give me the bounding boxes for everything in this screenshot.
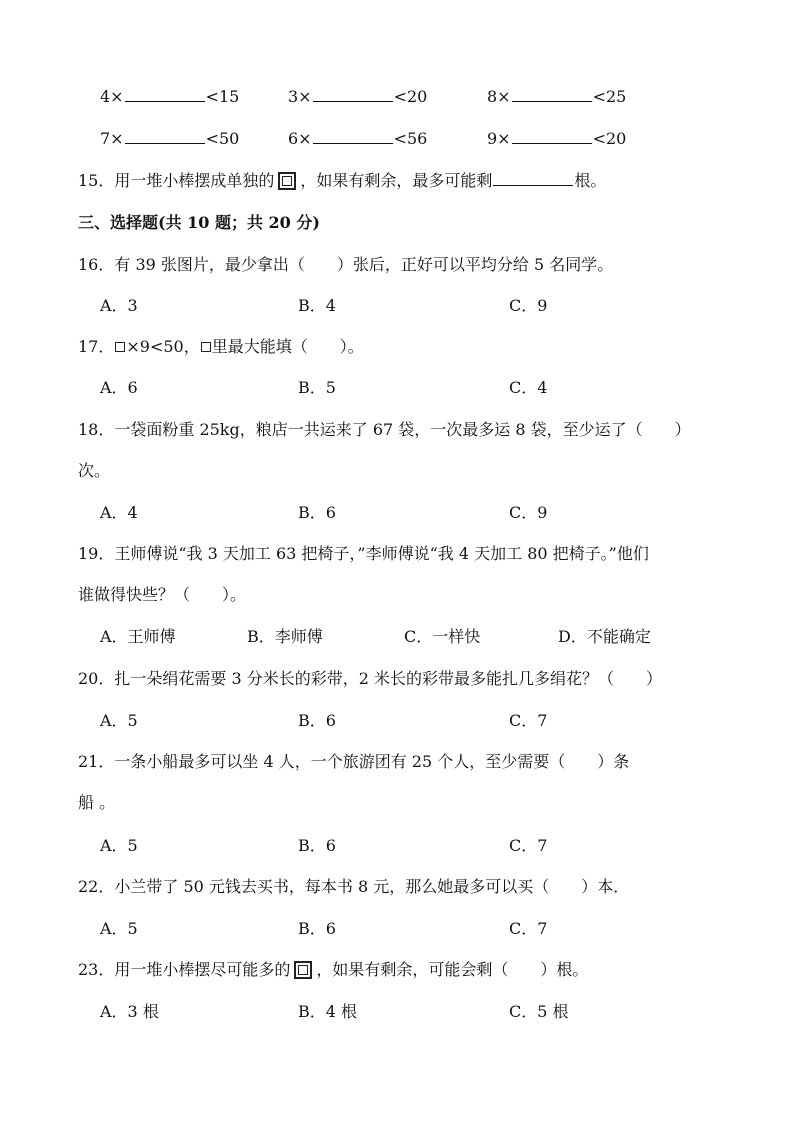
question-22: 22．小兰带了 50 元钱去买书，每本书 8 元，那么她最多可以买（ ）本． (78, 877, 630, 896)
answer-blank[interactable] (313, 87, 393, 102)
option-c[interactable]: C．7 (509, 919, 548, 938)
fill-item-6-pre: 9× (487, 129, 511, 148)
option-a[interactable]: A．3 根 (100, 1002, 159, 1021)
question-19: 19．王师傅说“我 3 天加工 63 把椅子，”李师傅说“我 4 天加工 80 把椅子。”他们 (78, 544, 649, 563)
option-b[interactable]: B．6 (298, 836, 336, 855)
question-16: 16．有 39 张图片，最少拿出（ ）张后，正好可以平均分给 5 名同学。 (78, 255, 614, 274)
option-c[interactable]: C．5 根 (509, 1002, 569, 1021)
option-a[interactable]: A．5 (100, 919, 138, 938)
option-c[interactable]: C．9 (509, 503, 548, 522)
fill-item-5 (288, 128, 427, 150)
question-15-text-end: 根。 (574, 171, 607, 190)
question-15 (78, 170, 606, 192)
square-shape-icon (294, 961, 312, 979)
question-23-text-end: ，如果有剩余，可能会剩（ ）根。 (316, 960, 589, 979)
fill-item-1-post: <15 (205, 87, 240, 106)
fill-item-3 (487, 86, 626, 108)
option-a[interactable]: A．3 (100, 296, 138, 315)
question-20: 20．扎一朵绢花需要 3 分米长的彩带，2 米长的彩带最多能扎几多绢花？（ ） (78, 669, 662, 688)
fill-item-2-post: <20 (393, 87, 428, 106)
question-15-text: 15．用一堆小棒摆成单独的 (78, 171, 275, 190)
question-23 (78, 959, 588, 981)
option-c[interactable]: C．9 (509, 296, 548, 315)
fill-item-2-pre: 3× (288, 87, 312, 106)
fill-item-4-pre: 7× (100, 129, 124, 148)
fill-item-1 (100, 86, 239, 108)
option-a[interactable]: A．王师傅 (100, 627, 176, 646)
option-a[interactable]: A．5 (100, 836, 138, 855)
fill-item-4-post: <50 (205, 129, 240, 148)
fill-item-4 (100, 128, 239, 150)
fill-item-3-post: <25 (592, 87, 627, 106)
fill-item-3-pre: 8× (487, 87, 511, 106)
question-21: 21．一条小船最多可以坐 4 人，一个旅游团有 25 个人，至少需要（ ）条 (78, 752, 630, 771)
option-c[interactable]: C．4 (509, 378, 548, 397)
option-c[interactable]: C．7 (509, 836, 548, 855)
option-a[interactable]: A．6 (100, 378, 138, 397)
answer-blank[interactable] (493, 171, 573, 186)
box-placeholder-icon (115, 342, 125, 352)
box-placeholder-icon (201, 342, 211, 352)
fill-item-6-post: <20 (592, 129, 627, 148)
option-b[interactable]: B．4 根 (298, 1002, 358, 1021)
fill-item-5-post: <56 (393, 129, 428, 148)
option-c[interactable]: C．7 (509, 711, 548, 730)
question-17-text-end: 里最大能填（ ）。 (211, 337, 364, 356)
fill-item-5-pre: 6× (288, 129, 312, 148)
fill-item-2 (288, 86, 427, 108)
option-a[interactable]: A．5 (100, 711, 138, 730)
question-21-cont: 船 。 (78, 793, 116, 812)
answer-blank[interactable] (125, 87, 205, 102)
question-23-text: 23．用一堆小棒摆尽可能多的 (78, 960, 291, 979)
option-c[interactable]: C．一样快 (404, 627, 481, 646)
question-17-number: 17． (78, 337, 115, 356)
fill-item-1-pre: 4× (100, 87, 124, 106)
answer-blank[interactable] (512, 87, 592, 102)
question-17-text: ×9<50， (126, 337, 200, 356)
answer-blank[interactable] (512, 129, 592, 144)
option-b[interactable]: B．5 (298, 378, 336, 397)
option-d[interactable]: D．不能确定 (558, 627, 651, 646)
option-b[interactable]: B．6 (298, 919, 336, 938)
section-heading: 三、选择题(共 10 题；共 20 分) (78, 213, 320, 232)
question-18: 18．一袋面粉重 25kg，粮店一共运来了 67 袋，一次最多运 8 袋，至少运了（ ） (78, 420, 691, 439)
square-shape-icon (278, 172, 296, 190)
answer-blank[interactable] (313, 129, 393, 144)
option-b[interactable]: B．6 (298, 711, 336, 730)
question-19-cont: 谁做得快些？（ ）。 (78, 585, 247, 604)
question-18-cont: 次。 (78, 461, 111, 480)
option-b[interactable]: B．4 (298, 296, 336, 315)
option-b[interactable]: B．6 (298, 503, 336, 522)
question-15-text-mid: ，如果有剩余，最多可能剩 (300, 171, 493, 190)
answer-blank[interactable] (125, 129, 205, 144)
question-17 (78, 336, 364, 358)
fill-item-6 (487, 128, 626, 150)
option-a[interactable]: A．4 (100, 503, 138, 522)
option-b[interactable]: B．李师傅 (247, 627, 323, 646)
